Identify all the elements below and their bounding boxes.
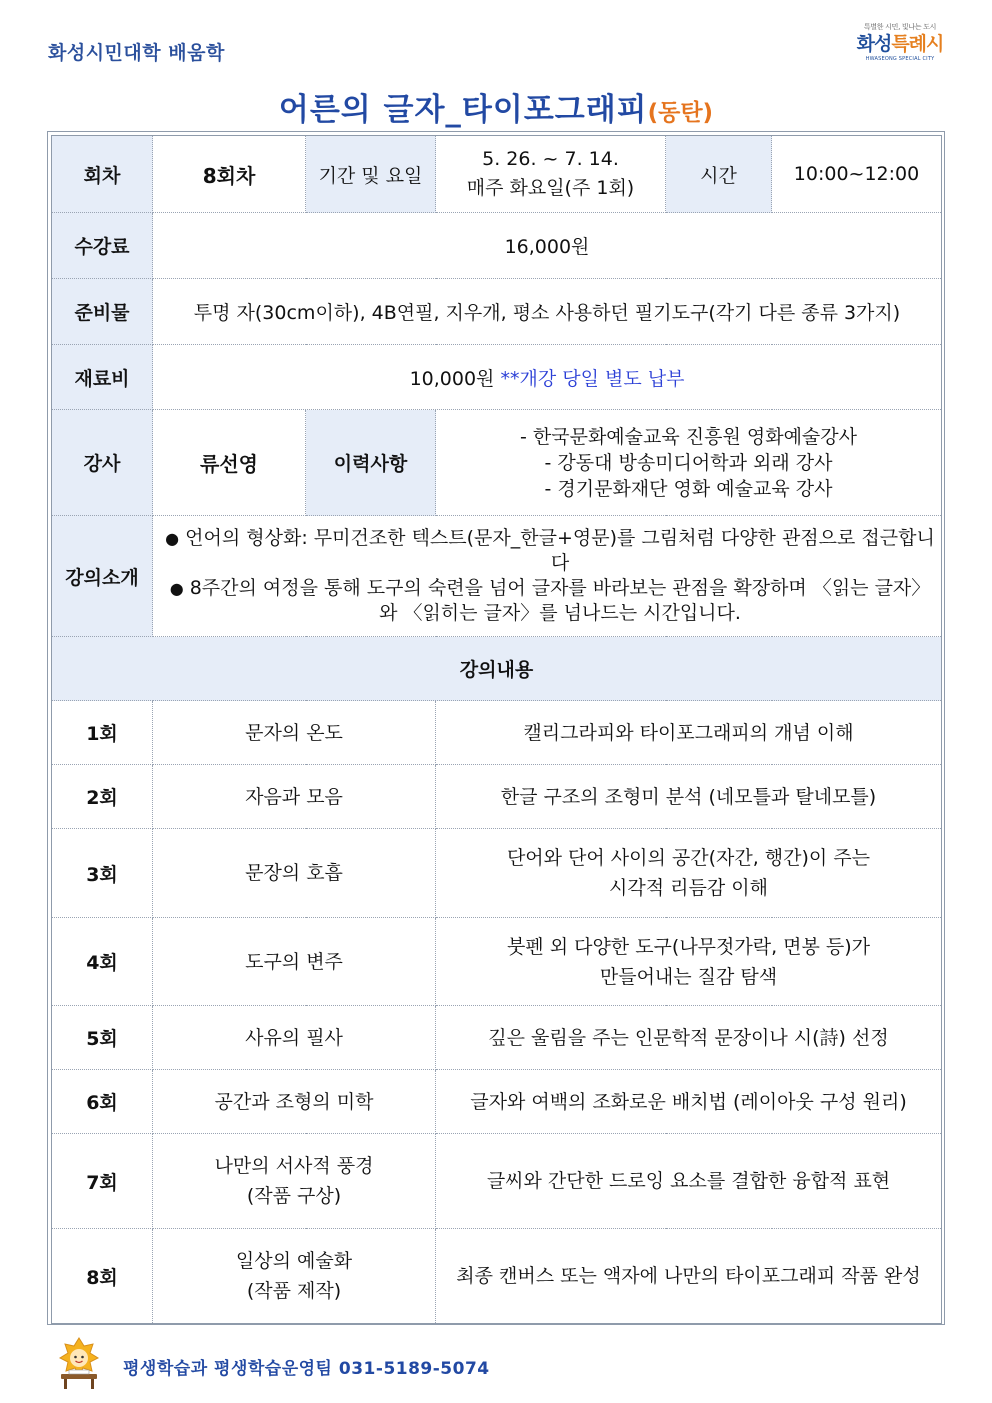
intro-text: 언어의 형상화: 무미건조한 텍스트(문자_한글+영문)를 그림처럼 다양한 관점으로 접근합니다 [185, 527, 935, 574]
logo-wordmark [848, 32, 952, 56]
intro-bullet [157, 526, 937, 576]
session-row [52, 918, 942, 1006]
session-row [52, 1006, 942, 1070]
time-label: 시간 [666, 136, 772, 213]
round-value: 8회차 [153, 136, 306, 213]
instructor-row [52, 410, 942, 516]
session-topic: 문자의 온도 [153, 701, 436, 765]
fee-row [52, 213, 942, 279]
session-number: 7회 [52, 1134, 153, 1229]
fee-label: 수강료 [52, 213, 153, 279]
instructor-name: 류선영 [153, 410, 306, 516]
material-note: **개강 당일 별도 납부 [500, 367, 685, 390]
career-item: - 경기문화재단 영화 예술교육 강사 [544, 477, 833, 500]
session-content: 한글 구조의 조형미 분석 (네모틀과 탈네모틀) [436, 765, 942, 829]
content-header-row [52, 637, 942, 701]
intro-bullet [157, 576, 937, 626]
session-topic: 사유의 필사 [153, 1006, 436, 1070]
material-value: 10,000원 [409, 367, 495, 390]
session-number: 2회 [52, 765, 153, 829]
session-content: 붓펜 외 다양한 도구(나무젓가락, 면봉 등)가 만들어내는 질감 탐색 [436, 918, 942, 1006]
material-label: 재료비 [52, 345, 153, 410]
session-row [52, 701, 942, 765]
session-number: 8회 [52, 1229, 153, 1324]
fee-value: 16,000원 [153, 213, 942, 279]
time-value: 10:00~12:00 [772, 136, 942, 213]
period-days: 매주 화요일(주 1회) [466, 177, 635, 199]
session-number: 3회 [52, 829, 153, 918]
logo-subtitle: HWASEONG SPECIAL CITY [865, 56, 935, 62]
session-topic: 일상의 예술화 (작품 제작) [153, 1229, 436, 1324]
session-number: 5회 [52, 1006, 153, 1070]
document-title [0, 84, 992, 129]
session-content: 깊은 울림을 주는 인문학적 문장이나 시(詩) 선정 [436, 1006, 942, 1070]
session-topic: 도구의 변주 [153, 918, 436, 1006]
round-row [52, 136, 942, 213]
intro-row [52, 516, 942, 637]
round-label: 회차 [52, 136, 153, 213]
intro-cell [153, 516, 942, 637]
session-row [52, 765, 942, 829]
session-topic: 공간과 조형의 미학 [153, 1070, 436, 1134]
session-number: 1회 [52, 701, 153, 765]
intro-label: 강의소개 [52, 516, 153, 637]
session-content: 단어와 단어 사이의 공간(자간, 행간)이 주는 시각적 리듬감 이해 [436, 829, 942, 918]
material-cell [153, 345, 942, 410]
session-topic: 문장의 호흡 [153, 829, 436, 918]
session-row [52, 1070, 942, 1134]
session-topic: 자음과 모음 [153, 765, 436, 829]
course-info-table [51, 135, 942, 1324]
career-item: - 강동대 방송미디어학과 외래 강사 [544, 451, 833, 474]
supplies-row [52, 279, 942, 345]
logo-name-part1: 화성 [856, 33, 892, 55]
session-number: 6회 [52, 1070, 153, 1134]
logo-name-part2: 특례시 [891, 33, 944, 55]
session-row [52, 1134, 942, 1229]
period-cell [436, 136, 666, 213]
title-sub: (동탄) [647, 100, 714, 126]
mascot-icon [55, 1336, 103, 1390]
period-dates: 5. 26. ~ 7. 14. [482, 148, 619, 170]
content-section-label: 강의내용 [52, 637, 942, 701]
footer-contact: 평생학습과 평생학습운영팀 031-5189-5074 [123, 1359, 490, 1379]
career-cell [436, 410, 942, 516]
organization-title: 화성시민대학 배움학 [48, 42, 225, 64]
supplies-label: 준비물 [52, 279, 153, 345]
title-main: 어른의 글자_타이포그래피 [278, 92, 648, 128]
period-label: 기간 및 요일 [306, 136, 436, 213]
logo-tagline: 특별한 시민, 빛나는 도시 [863, 23, 937, 31]
instructor-label: 강사 [52, 410, 153, 516]
session-content: 글자와 여백의 조화로운 배치법 (레이아웃 구성 원리) [436, 1070, 942, 1134]
career-label: 이력사항 [306, 410, 436, 516]
career-item: - 한국문화예술교육 진흥원 영화예술강사 [520, 425, 857, 448]
session-topic: 나만의 서사적 풍경 (작품 구상) [153, 1134, 436, 1229]
bullet-dot: ● [165, 529, 180, 548]
supplies-value: 투명 자(30cm이하), 4B연필, 지우개, 평소 사용하던 필기도구(각기 다른 종류 3가지) [153, 279, 942, 345]
bullet-dot: ● [169, 579, 184, 598]
session-number: 4회 [52, 918, 153, 1006]
session-content: 글씨와 간단한 드로잉 요소를 결합한 융합적 표현 [436, 1134, 942, 1229]
session-row [52, 829, 942, 918]
material-row [52, 345, 942, 410]
session-content: 최종 캔버스 또는 액자에 나만의 타이포그래피 작품 완성 [436, 1229, 942, 1324]
city-logo [848, 22, 952, 66]
intro-text: 8주간의 여정을 통해 도구의 숙련을 넘어 글자를 바라보는 관점을 확장하며 〈읽는 글자〉와 〈읽히는 글자〉를 넘나드는 시간입니다. [189, 577, 931, 624]
session-content: 캘리그라피와 타이포그래피의 개념 이해 [436, 701, 942, 765]
session-row [52, 1229, 942, 1324]
